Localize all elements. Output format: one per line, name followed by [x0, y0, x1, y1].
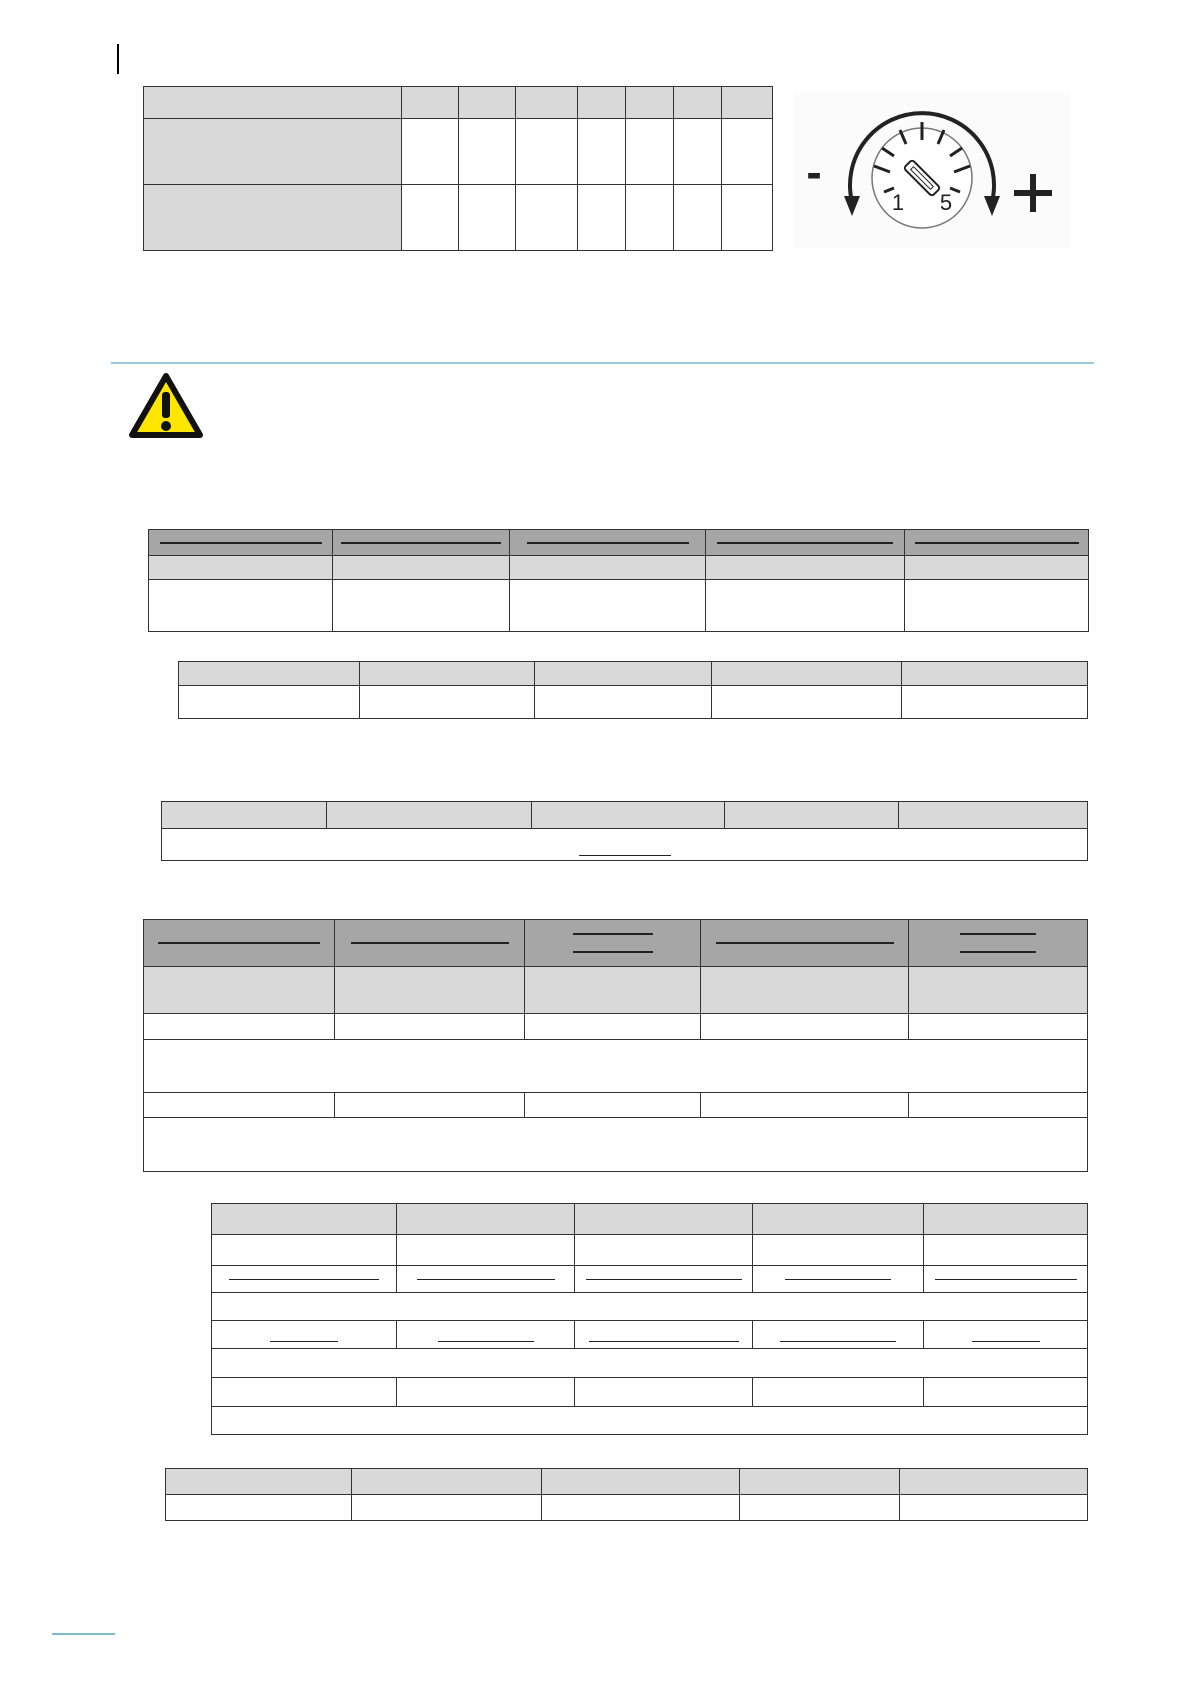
table-row — [144, 1014, 1088, 1040]
adjustment-dial-diagram — [794, 92, 1070, 248]
table-row — [166, 1469, 1088, 1495]
table-row — [212, 1407, 1088, 1435]
warning-icon — [128, 372, 204, 440]
spec-table-d — [143, 919, 1088, 1172]
spec-table-c — [161, 801, 1088, 861]
table-row — [144, 1040, 1088, 1093]
settings-table — [143, 86, 773, 251]
table-row — [179, 662, 1088, 686]
table-row — [144, 87, 773, 119]
spec-table-e — [211, 1203, 1088, 1435]
table-row — [162, 802, 1088, 829]
table-row — [212, 1321, 1088, 1349]
minus-label: - — [806, 146, 822, 198]
section-divider — [111, 362, 1094, 364]
table-row — [212, 1378, 1088, 1407]
table-row — [212, 1293, 1088, 1321]
table-row — [144, 1093, 1088, 1118]
table-row — [212, 1349, 1088, 1378]
dial-scale-min: 1 — [891, 190, 905, 215]
table-row — [166, 1495, 1088, 1521]
table-row — [144, 119, 773, 185]
table-row — [212, 1235, 1088, 1266]
table-row — [212, 1204, 1088, 1235]
table-row — [144, 185, 773, 251]
table-row — [149, 556, 1089, 580]
spec-table-b — [178, 661, 1088, 719]
table-row — [149, 530, 1089, 556]
table-row — [149, 580, 1089, 632]
table-row — [179, 686, 1088, 719]
footer-accent-bar — [52, 1633, 115, 1635]
table-row — [144, 920, 1088, 967]
table-row — [162, 829, 1088, 861]
spec-table-a — [148, 529, 1089, 632]
header-margin-bar — [117, 44, 119, 74]
dial-scale-max: 5 — [939, 190, 953, 215]
table-row — [212, 1266, 1088, 1293]
spec-table-f — [165, 1468, 1088, 1521]
table-row — [144, 967, 1088, 1014]
table-row — [144, 1118, 1088, 1172]
